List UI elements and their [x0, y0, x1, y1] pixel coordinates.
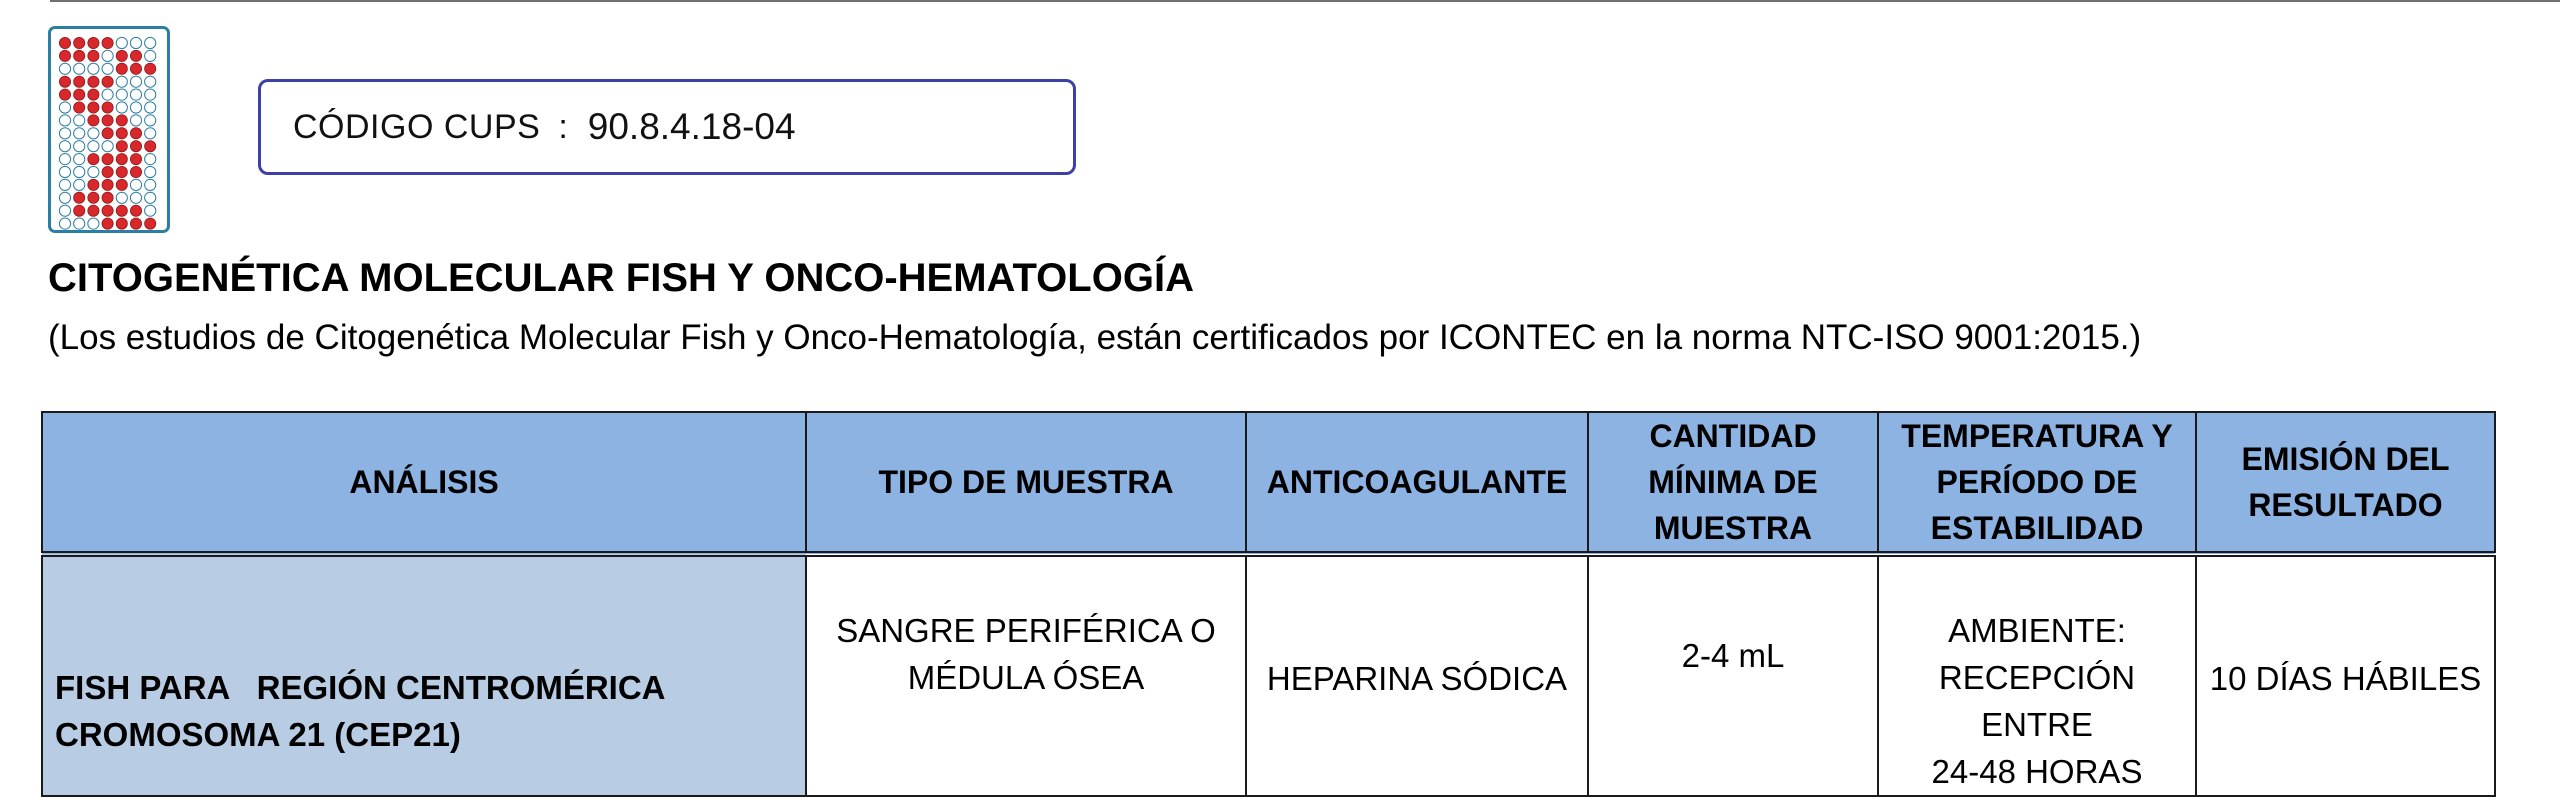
logo-dot-red: [145, 141, 156, 152]
logo-dot-outline: [74, 218, 85, 229]
logo-dot-red: [130, 205, 141, 216]
logo-dot-red: [130, 50, 141, 61]
lab-logo: [48, 26, 170, 233]
logo-dot-outline: [59, 192, 70, 203]
sample-type-line: MÉDULA ÓSEA: [907, 659, 1145, 696]
logo-dot-outline: [130, 179, 141, 190]
logo-dot-outline: [102, 63, 113, 74]
cell-temperature: [1878, 554, 2196, 796]
logo-dot-outline: [74, 115, 85, 126]
header-min-amount: [1588, 412, 1878, 554]
header-sample-type: TIPO DE MUESTRA: [806, 412, 1246, 554]
logo-dot-red: [116, 141, 127, 152]
logo-dot-outline: [74, 63, 85, 74]
cups-code-value: 90.8.4.18-04: [587, 106, 796, 147]
cups-code-separator: :: [558, 107, 568, 146]
logo-dot-red: [116, 166, 127, 177]
logo-dot-outline: [59, 141, 70, 152]
sample-requirements-table: [41, 411, 2496, 797]
logo-dot-outline: [145, 154, 156, 165]
header-min-amount-line: MÍNIMA DE: [1648, 464, 1818, 500]
logo-dot-red: [74, 205, 85, 216]
header-result-line: RESULTADO: [2248, 487, 2443, 523]
logo-dot-red: [116, 63, 127, 74]
logo-dot-outline: [116, 89, 127, 100]
logo-dot-outline: [130, 89, 141, 100]
logo-dot-red: [102, 166, 113, 177]
temperature-line: RECEPCIÓN ENTRE: [1938, 659, 2136, 743]
analysis-line: CROMOSOMA 21 (CEP21): [55, 716, 461, 753]
analysis-line: FISH PARA REGIÓN CENTROMÉRICA: [55, 669, 666, 706]
logo-dot-red: [88, 115, 99, 126]
logo-dot-outline: [88, 63, 99, 74]
logo-dot-outline: [102, 141, 113, 152]
logo-dot-red: [74, 50, 85, 61]
header-temperature-line: ESTABILIDAD: [1930, 510, 2144, 546]
header-result: [2196, 412, 2495, 554]
logo-dot-red: [102, 102, 113, 113]
logo-dot-red: [59, 76, 70, 87]
logo-dot-outline: [130, 76, 141, 87]
logo-dot-outline: [130, 102, 141, 113]
logo-dot-red: [59, 37, 70, 48]
logo-dot-red: [88, 76, 99, 87]
cell-min-amount: 2-4 mL: [1588, 554, 1878, 796]
logo-dot-outline: [74, 166, 85, 177]
header-min-amount-line: CANTIDAD: [1649, 418, 1817, 454]
header-anticoagulant: ANTICOAGULANTE: [1246, 412, 1588, 554]
logo-dot-red: [88, 179, 99, 190]
logo-dot-red: [88, 192, 99, 203]
logo-dot-outline: [74, 179, 85, 190]
logo-dot-outline: [88, 218, 99, 229]
logo-dot-outline: [102, 89, 113, 100]
logo-dot-red: [74, 192, 85, 203]
top-rule: [50, 0, 2560, 2]
logo-dot-red: [102, 115, 113, 126]
logo-dot-outline: [116, 192, 127, 203]
logo-dot-outline: [116, 76, 127, 87]
logo-dot-outline: [145, 192, 156, 203]
logo-dot-outline: [145, 102, 156, 113]
header-temperature: [1878, 412, 2196, 554]
logo-dot-outline: [145, 115, 156, 126]
logo-dot-outline: [59, 63, 70, 74]
logo-dot-red: [130, 141, 141, 152]
dot-grid-logo-icon: [51, 29, 167, 230]
sample-type-line: SANGRE PERIFÉRICA O: [836, 612, 1216, 649]
logo-dot-outline: [116, 37, 127, 48]
logo-dot-red: [116, 218, 127, 229]
logo-dot-red: [88, 50, 99, 61]
logo-dot-red: [102, 37, 113, 48]
logo-dot-outline: [88, 141, 99, 152]
logo-dot-red: [59, 89, 70, 100]
logo-dot-red: [74, 76, 85, 87]
logo-dot-red: [88, 102, 99, 113]
logo-dot-outline: [130, 115, 141, 126]
logo-dot-red: [116, 115, 127, 126]
logo-dot-outline: [145, 166, 156, 177]
logo-dot-red: [116, 205, 127, 216]
logo-dot-red: [88, 89, 99, 100]
logo-dot-red: [130, 218, 141, 229]
logo-dot-outline: [74, 141, 85, 152]
certification-note: (Los estudios de Citogenética Molecular Fish y Onco-Hematología, están certificados por ICONTEC en la norma NTC-ISO 9001:2015.): [48, 318, 2142, 357]
logo-dot-red: [102, 205, 113, 216]
logo-dot-outline: [59, 205, 70, 216]
logo-dot-outline: [88, 128, 99, 139]
header-temperature-line: TEMPERATURA Y: [1901, 418, 2173, 454]
section-title: CITOGENÉTICA MOLECULAR FISH Y ONCO-HEMATOLOGÍA: [48, 256, 1194, 300]
logo-dot-red: [116, 128, 127, 139]
temperature-line: 24-48 HORAS: [1931, 753, 2143, 790]
table-row: [42, 554, 2495, 796]
logo-dot-red: [116, 154, 127, 165]
logo-dot-outline: [88, 166, 99, 177]
logo-dot-outline: [74, 128, 85, 139]
logo-dot-red: [74, 102, 85, 113]
logo-dot-red: [102, 218, 113, 229]
header-min-amount-line: MUESTRA: [1653, 510, 1813, 546]
logo-dot-outline: [116, 102, 127, 113]
logo-dot-outline: [145, 76, 156, 87]
logo-dot-outline: [59, 179, 70, 190]
logo-dot-red: [130, 166, 141, 177]
logo-dot-outline: [145, 179, 156, 190]
logo-dot-outline: [59, 218, 70, 229]
logo-dot-red: [102, 76, 113, 87]
logo-dot-outline: [145, 89, 156, 100]
logo-dot-outline: [74, 154, 85, 165]
logo-dot-outline: [130, 192, 141, 203]
logo-dot-red: [130, 128, 141, 139]
logo-dot-outline: [59, 154, 70, 165]
cups-code-box: [258, 79, 1076, 175]
cell-result: 10 DÍAS HÁBILES: [2196, 554, 2495, 796]
logo-dot-red: [88, 154, 99, 165]
logo-dot-red: [59, 50, 70, 61]
logo-dot-red: [130, 63, 141, 74]
logo-dot-red: [130, 154, 141, 165]
logo-dot-outline: [130, 37, 141, 48]
header-analysis: ANÁLISIS: [42, 412, 806, 554]
header-result-line: EMISIÓN DEL: [2241, 441, 2450, 477]
logo-dot-red: [88, 205, 99, 216]
cell-anticoagulant: HEPARINA SÓDICA: [1246, 554, 1588, 796]
cell-analysis: [42, 554, 806, 796]
logo-dot-outline: [59, 102, 70, 113]
logo-dot-outline: [145, 128, 156, 139]
logo-dot-red: [74, 89, 85, 100]
logo-dot-red: [74, 37, 85, 48]
logo-dot-red: [145, 63, 156, 74]
logo-dot-red: [88, 37, 99, 48]
cell-sample-type: [806, 554, 1246, 796]
logo-dot-red: [102, 192, 113, 203]
logo-dot-outline: [59, 128, 70, 139]
logo-dot-outline: [102, 50, 113, 61]
logo-dot-outline: [59, 115, 70, 126]
table-header-row: [42, 412, 2495, 554]
logo-dot-outline: [59, 166, 70, 177]
logo-dot-red: [116, 179, 127, 190]
cups-code-label: CÓDIGO CUPS: [293, 107, 541, 146]
temperature-line: AMBIENTE:: [1948, 612, 2126, 649]
logo-dot-outline: [145, 37, 156, 48]
header-temperature-line: PERÍODO DE: [1936, 464, 2138, 500]
logo-dot-red: [102, 154, 113, 165]
logo-dot-outline: [145, 205, 156, 216]
logo-dot-red: [102, 179, 113, 190]
logo-dot-red: [145, 218, 156, 229]
logo-dot-red: [116, 50, 127, 61]
logo-dot-outline: [145, 50, 156, 61]
logo-dot-red: [102, 128, 113, 139]
